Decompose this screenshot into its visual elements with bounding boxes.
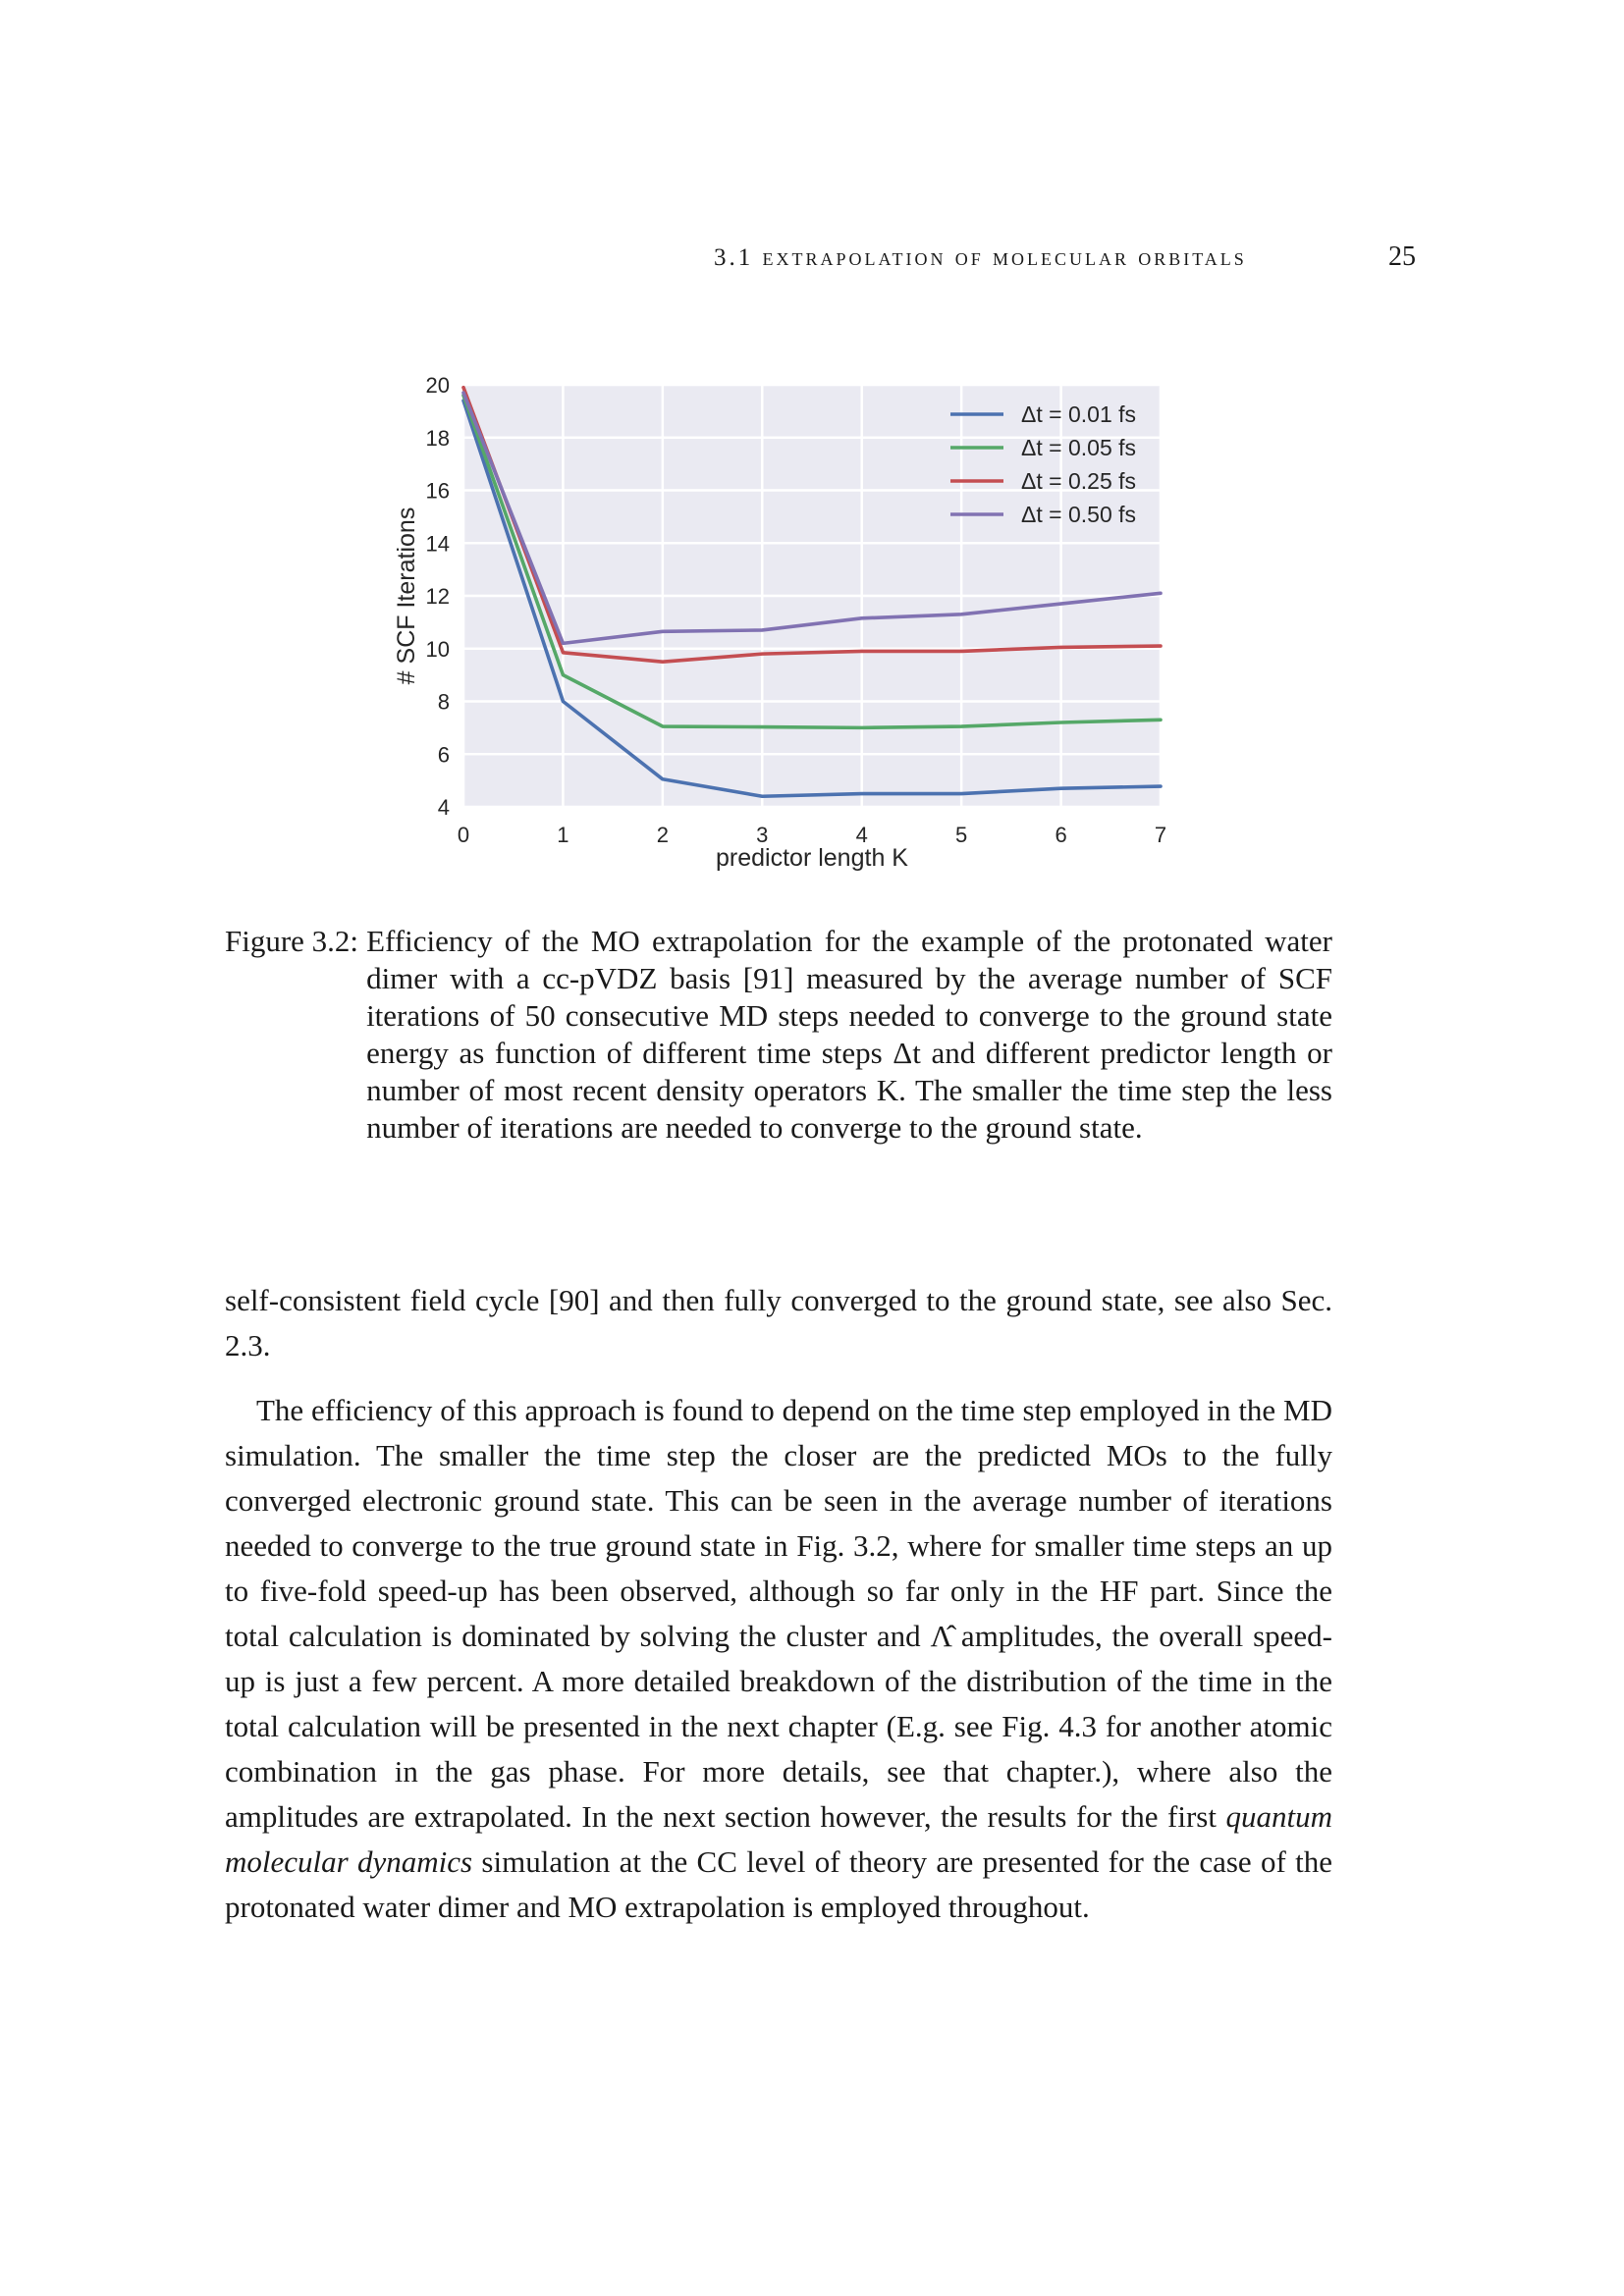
x-tick-label: 3 <box>756 823 769 847</box>
legend-label-2: Δt = 0.05 fs <box>1021 435 1137 460</box>
paragraph-2-emphasis: quantum molecular dynamics <box>225 1799 1332 1879</box>
y-tick-label: 14 <box>425 531 450 557</box>
paragraph-2 <box>225 1388 1332 1930</box>
y-tick-label: 4 <box>437 795 450 820</box>
caption-label: Figure 3.2: <box>225 924 359 958</box>
legend-label-3: Δt = 0.25 fs <box>1021 468 1137 494</box>
paragraph-2-text-a: The efficiency of this approach is found to depend on the time step employed in the MD simulation. The smaller the time step the closer are the predicted MOs to the fully converged electronic ground state. This can be seen in the average number of iterations needed to converge to the true ground state in Fig. 3.2, where for smaller time steps an up to five-fold speed-up has been observed, although so far only in the HF part. Since the total calculation is dominated by solving the cluster and Λ̂ amplitudes, the overall speed-up is just a few percent. A more detailed breakdown of the distribution of the time in the total calculation will be presented in the next chapter (E.g. see Fig. 4.3 for another atomic combination in the gas phase. For more details, see that chapter.), where also the amplitudes are extrapolated. In the next section however, the results for the first <box>225 1393 1332 1834</box>
y-tick-label: 20 <box>425 373 450 398</box>
y-tick-label: 10 <box>425 636 450 662</box>
y-tick-label: 16 <box>425 478 450 504</box>
x-tick-label: 7 <box>1154 823 1167 847</box>
body-text <box>225 1278 1332 1930</box>
paragraph-1: self-consistent field cycle [90] and then fully converged to the ground state, see also Sec. 2.3. <box>225 1283 1332 1362</box>
page-number: 25 <box>1388 241 1416 272</box>
x-axis-label: predictor length K <box>716 844 908 872</box>
y-tick-label: 12 <box>425 584 450 609</box>
x-tick-label: 0 <box>457 823 470 847</box>
caption-text: Efficiency of the MO extrapolation for the example of the protonated water dimer with a cc-pVDZ basis [91] measured by the average number of SCF iterations of 50 consecutive MD steps needed to converge to the ground state energy as function of different time steps Δt and different predictor length or number of most recent density operators K. The smaller the time step the less number of iterations are needed to converge to the ground state. <box>366 924 1332 1145</box>
scf-iterations-chart <box>373 363 1178 893</box>
legend-label-1: Δt = 0.01 fs <box>1021 401 1137 427</box>
y-tick-label: 18 <box>425 425 450 451</box>
paragraph-2-text-b: simulation at the CC level of theory are presented for the case of the protonated water dimer and MO extrapolation is employed throughout. <box>225 1844 1332 1924</box>
x-tick-label: 5 <box>955 823 968 847</box>
x-tick-label: 6 <box>1055 823 1067 847</box>
y-tick-label: 8 <box>437 689 450 715</box>
y-tick-label: 6 <box>437 742 450 768</box>
x-tick-label: 1 <box>557 823 569 847</box>
y-axis-label: # SCF Iterations <box>393 507 420 685</box>
figure-caption <box>225 923 1332 1147</box>
running-head <box>714 241 1416 277</box>
section-title: 3.1 extrapolation of molecular orbitals <box>714 244 1247 271</box>
x-tick-label: 2 <box>656 823 669 847</box>
legend-label-4: Δt = 0.50 fs <box>1021 502 1137 527</box>
x-tick-label: 4 <box>855 823 868 847</box>
